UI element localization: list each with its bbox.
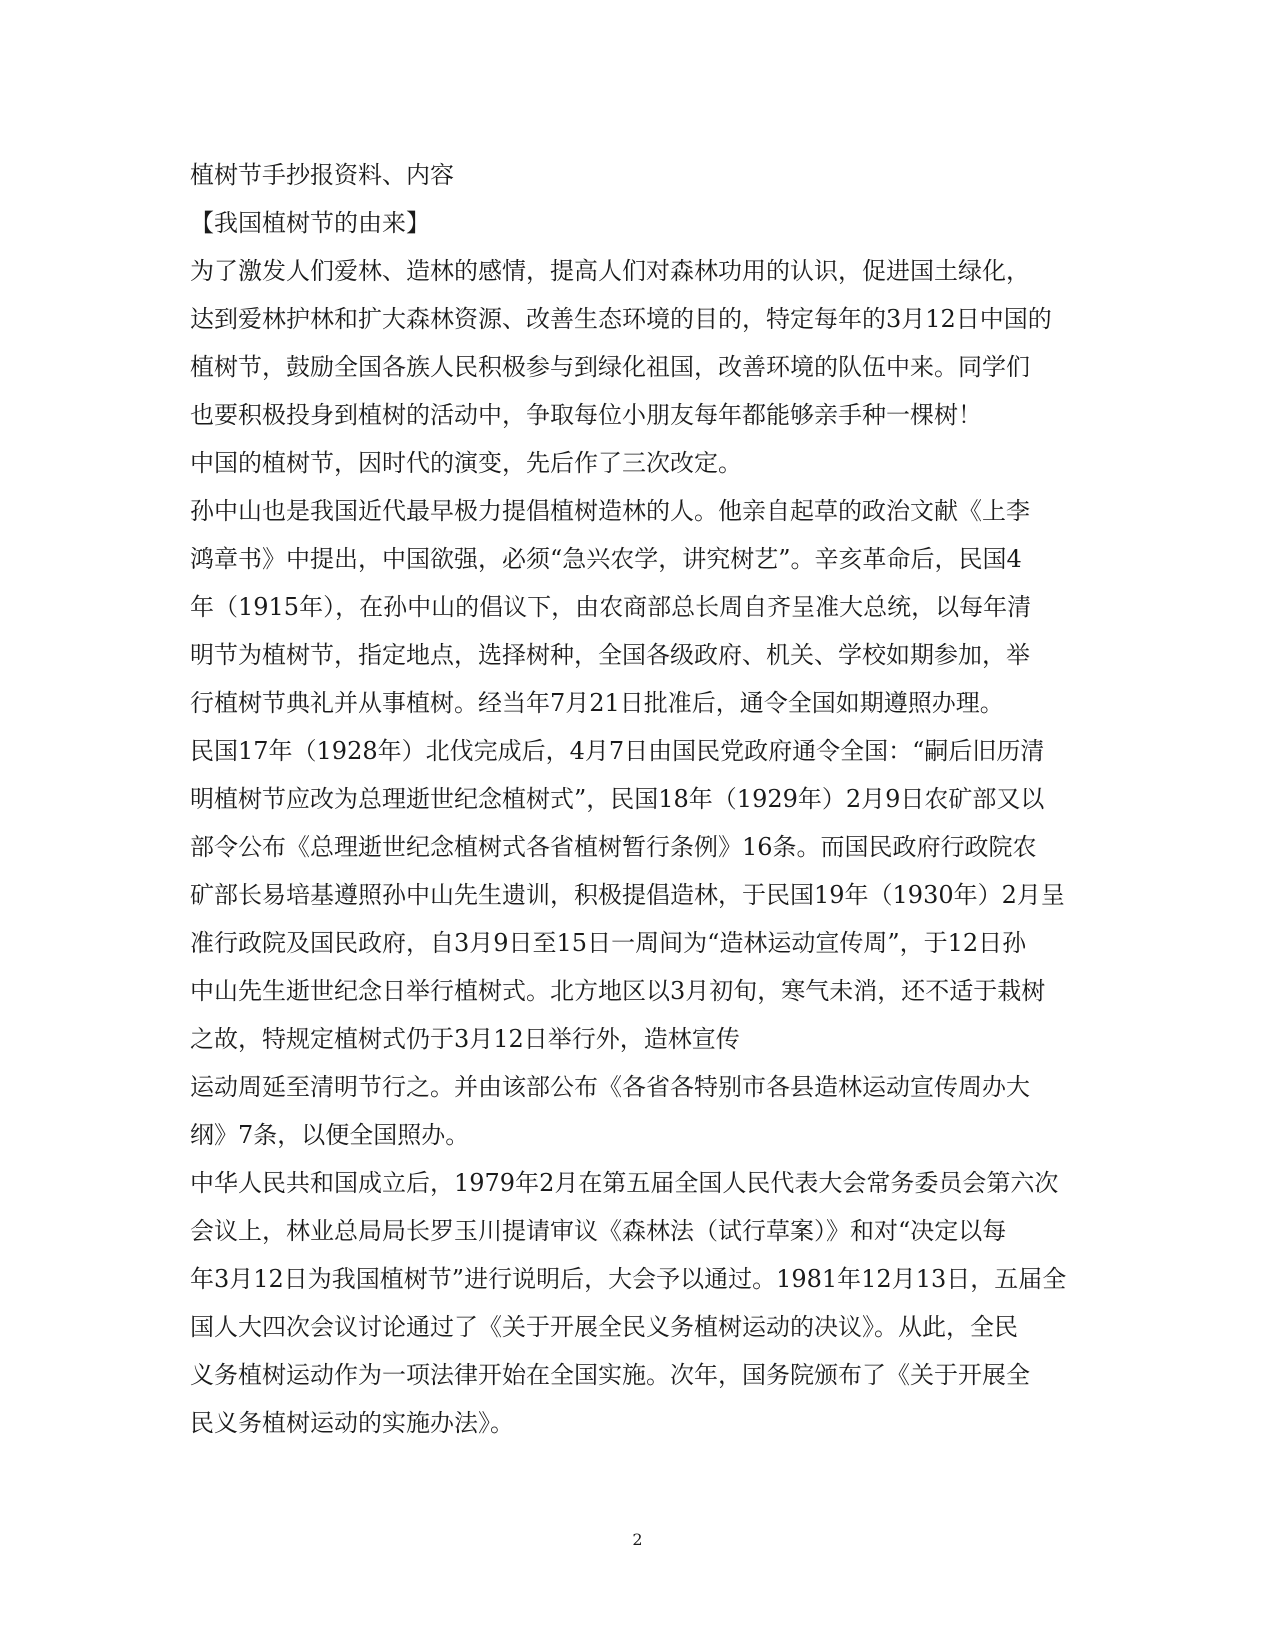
section-heading: 【我国植树节的由来】 [190, 209, 430, 237]
text-line: 部令公布《总理逝世纪念植树式各省植树暂行条例》16条。而国民政府行政院农 [190, 833, 1037, 861]
document-title: 植树节手抄报资料、内容 [190, 161, 454, 189]
text-line: 中华人民共和国成立后，1979年2月在第五届全国人民代表大会常务委员会第六次 [190, 1169, 1059, 1197]
text-line: 纲》7条，以便全国照办。 [190, 1121, 470, 1149]
text-line: 明植树节应改为总理逝世纪念植树式”，民国18年（1929年）2月9日农矿部又以 [190, 785, 1045, 813]
text-line: 义务植树运动作为一项法律开始在全国实施。次年，国务院颁布了《关于开展全 [190, 1361, 1030, 1389]
text-line: 之故，特规定植树式仍于3月12日举行外，造林宣传 [190, 1025, 740, 1053]
text-line: 中山先生逝世纪念日举行植树式。北方地区以3月初旬，寒气未消，还不适于栽树 [190, 977, 1046, 1005]
text-line: 行植树节典礼并从事植树。经当年7月21日批准后，通令全国如期遵照办理。 [190, 689, 1004, 717]
text-line: 运动周延至清明节行之。并由该部公布《各省各特别市各县造林运动宣传周办大 [190, 1073, 1030, 1101]
text-line: 矿部长易培基遵照孙中山先生遗训，积极提倡造林，于民国19年（1930年）2月呈 [190, 881, 1065, 909]
text-line: 达到爱林护林和扩大森林资源、改善生态环境的目的，特定每年的3月12日中国的 [190, 305, 1052, 333]
text-line: 孙中山也是我国近代最早极力提倡植树造林的人。他亲自起草的政治文献《上李 [190, 497, 1030, 525]
text-line: 明节为植树节，指定地点，选择树种，全国各级政府、机关、学校如期参加，举 [190, 641, 1030, 669]
text-line: 民义务植树运动的实施办法》。 [190, 1409, 514, 1437]
text-line: 年3月12日为我国植树节”进行说明后，大会予以通过。1981年12月13日，五届全 [190, 1265, 1067, 1293]
text-line: 年（1915年），在孙中山的倡议下，由农商部总长周自齐呈准大总统，以每年清 [190, 593, 1032, 621]
text-line: 鸿章书》中提出，中国欲强，必须“急兴农学，讲究树艺”。辛亥革命后，民国4 [190, 545, 1022, 573]
text-line: 民国17年（1928年）北伐完成后，4月7日由国民党政府通令全国：“嗣后旧历清 [190, 737, 1045, 765]
text-line: 植树节，鼓励全国各族人民积极参与到绿化祖国，改善环境的队伍中来。同学们 [190, 353, 1030, 381]
text-line: 中国的植树节，因时代的演变，先后作了三次改定。 [190, 449, 742, 477]
text-line: 准行政院及国民政府，自3月9日至15日一周间为“造林运动宣传周”，于12日孙 [190, 929, 1027, 957]
text-line: 会议上，林业总局局长罗玉川提请审议《森林法（试行草案）》和对“决定以每 [190, 1217, 1007, 1245]
text-line: 为了激发人们爱林、造林的感情，提高人们对森林功用的认识，促进国土绿化， [190, 257, 1030, 285]
text-line: 也要积极投身到植树的活动中，争取每位小朋友每年都能够亲手种一棵树！ [190, 401, 982, 429]
page-number: 2 [632, 1530, 643, 1549]
document-body [190, 151, 1090, 1447]
text-line: 国人大四次会议讨论通过了《关于开展全民义务植树运动的决议》。从此，全民 [190, 1313, 1018, 1341]
